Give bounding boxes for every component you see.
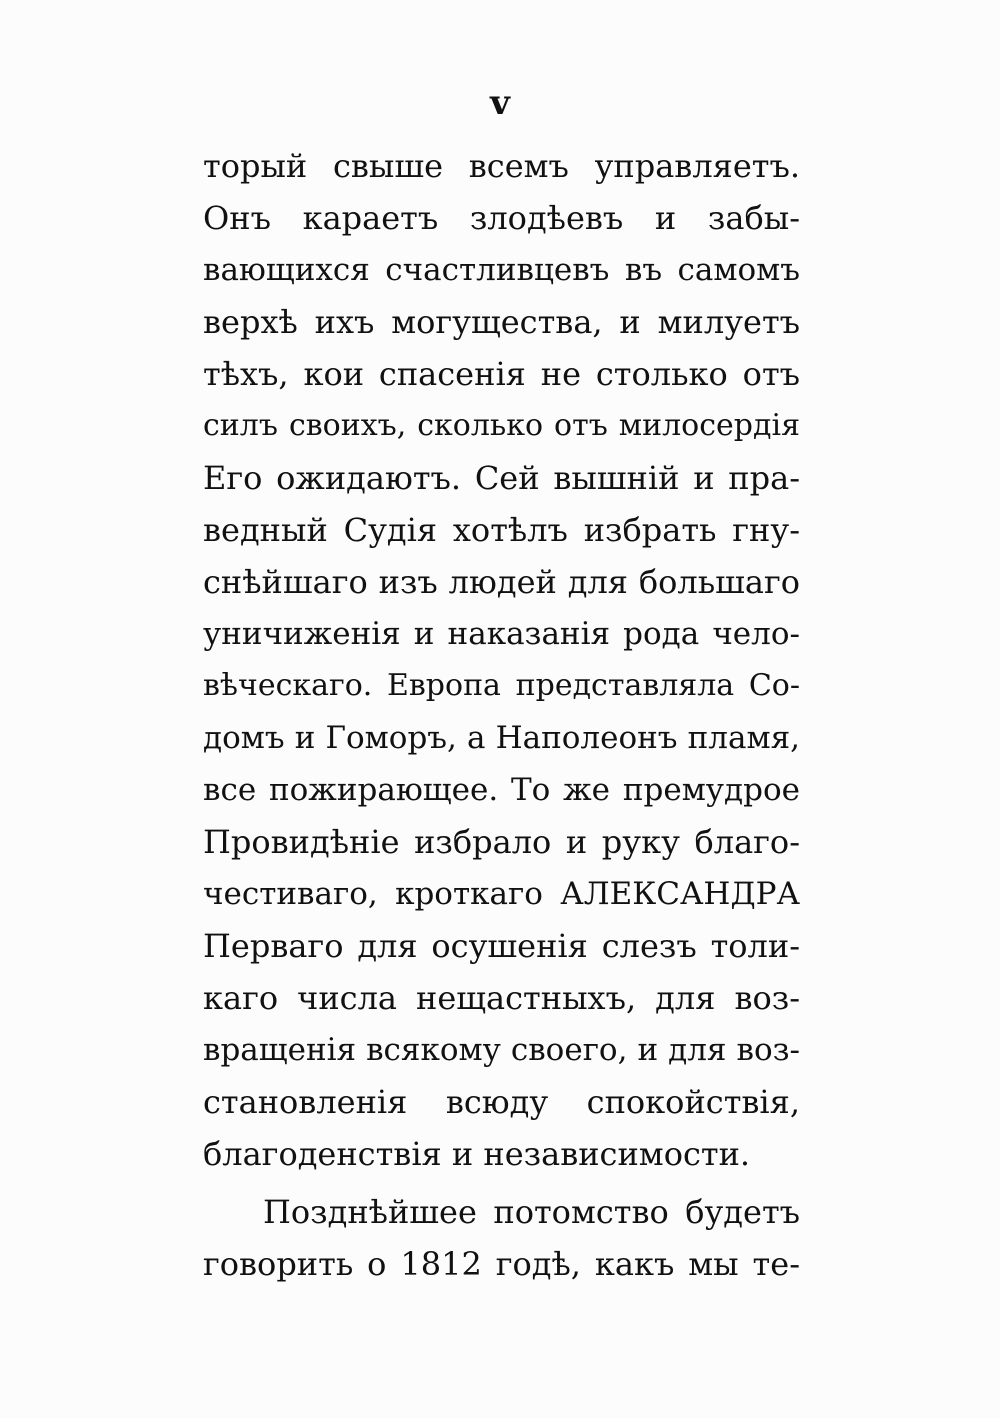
text-line: снѣйшаго изъ людей для большаго: [203, 563, 800, 601]
text-line: вращенія всякому своего, и для воз-: [203, 1032, 800, 1068]
text-line: силъ своихъ, сколько отъ милосердія: [203, 408, 800, 443]
text-line: говорить о 1812 годѣ, какъ мы те-: [203, 1245, 800, 1283]
text-line: благоденствія и независимости.: [203, 1135, 751, 1173]
text-line: Провидѣніе избрало и руку благо-: [203, 823, 800, 861]
text-line: тѣхъ, кои спасенія не столько отъ: [203, 355, 800, 393]
text-line: Перваго для осушенія слезъ толи-: [203, 927, 800, 965]
text-line: Онъ караетъ злодѣевъ и забы-: [203, 199, 800, 237]
text-line: домъ и Гоморъ, а Наполеонъ пламя,: [203, 720, 800, 756]
page-number: v: [490, 83, 510, 123]
text-line: вающихся счастливцевъ въ самомъ: [203, 252, 800, 288]
text-line: уничиженія и наказанія рода чело-: [203, 616, 800, 652]
text-line: верхѣ ихъ могущества, и милуетъ: [203, 303, 800, 341]
text-line: каго числа нещастныхъ, для воз-: [203, 979, 800, 1017]
text-line: Позднѣйшее потомство будетъ: [263, 1193, 800, 1231]
text-line: честиваго, кроткаго АЛЕКСАНДРА: [203, 876, 800, 912]
text-line: Его ожидаютъ. Сей вышній и пра-: [203, 459, 800, 497]
text-line: все пожирающее. То же премудрое: [203, 772, 800, 808]
text-line: вѣческаго. Европа представляла Со-: [203, 668, 800, 703]
text-line: ведный Судія хотѣлъ избрать гну-: [203, 511, 800, 549]
text-line: торый свыше всемъ управляетъ.: [203, 147, 800, 185]
text-line: становленія всюду спокойствія,: [203, 1083, 800, 1121]
